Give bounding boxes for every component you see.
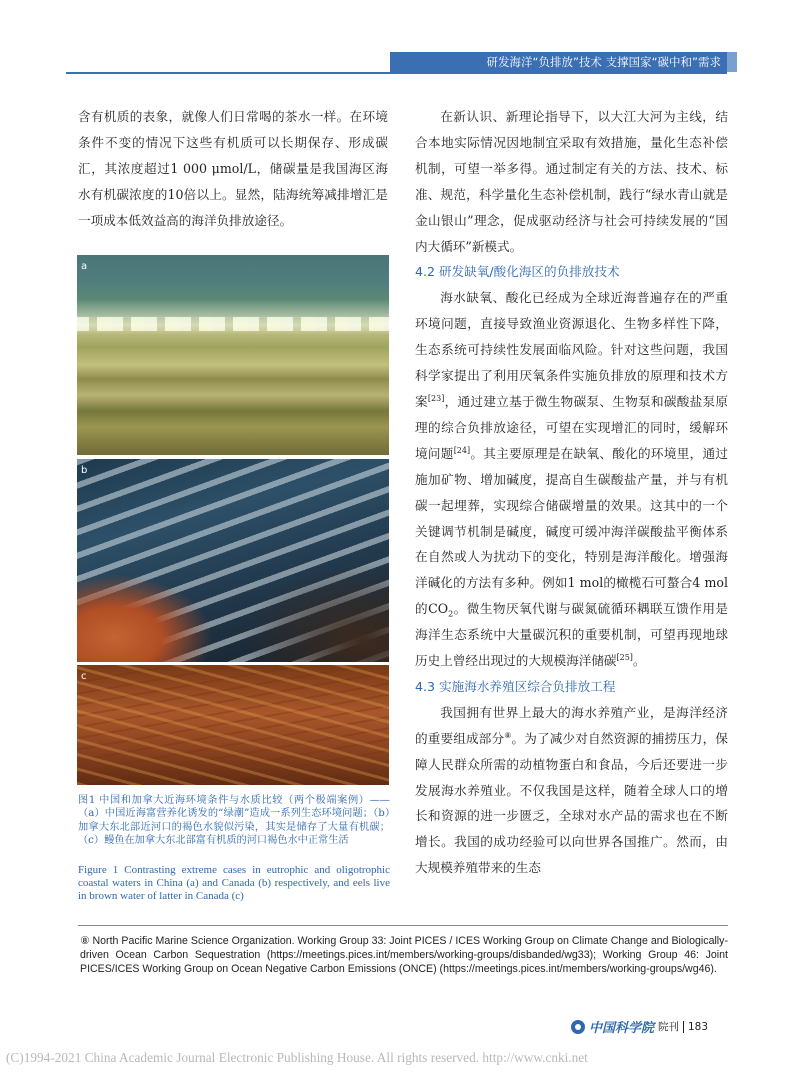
section-heading-4-3: 4.3 实施海水养殖区综合负排放工程 [415, 678, 616, 694]
header-rule [66, 72, 727, 74]
footnote-text: North Pacific Marine Science Organization. Working Group 33: Joint PICES / ICES Working Group on Climate Change and Biologically-driven Ocean Carbon Sequestration (https://meetings.pices.int/members/working-groups/disbanded/wg33); Working Group 46: Joint PICES/ICES Working Group on Ocean Negative Carbon Emissions (ONCE) (https://meetings.pices.int/members/working-groups/wg46). [80, 935, 728, 976]
figure-caption-english: Figure 1 Contrasting extreme cases in eutrophic and oligotrophic coastal waters in China (a) and Canada (b) respectively, and eels live in brown water of latter in Canada (c) [78, 864, 390, 903]
figure-panel-b-brown-water-photo [77, 459, 389, 662]
panel-label: b [81, 465, 88, 476]
citation-23: [23] [427, 393, 445, 403]
co2-subscript: 2 [448, 609, 454, 619]
header-tab-decoration [727, 52, 737, 72]
journal-footer [571, 1017, 708, 1036]
panel-label: a [81, 261, 88, 272]
figure-panel-a-green-tide-photo [77, 255, 389, 455]
journal-logo-text: 中国科学院 [588, 1021, 654, 1036]
page-number: 183 [687, 1020, 708, 1033]
journal-name: 院刊 [657, 1021, 679, 1033]
footnote-marker: ⑧ [80, 935, 90, 947]
footnote-marker: ⑧ [504, 730, 512, 740]
paragraph: 含有机质的表象，就像人们日常喝的茶水一样。在环境条件不变的情况下这些有机质可以长期保存、形成碳汇，其浓度超过1 000 μmol/L，储碳量是我国海区海水有机碳浓度的10倍以上。显然，陆海统筹减排增汇是一项成本低效益高的海洋负排放途径。 [78, 109, 388, 228]
left-column [78, 104, 388, 234]
footnote [80, 934, 728, 977]
panel-label: c [81, 671, 87, 682]
footnote-rule [78, 925, 728, 926]
running-header [390, 52, 727, 72]
running-title: 研发海洋“负排放”技术 支撑国家“碳中和”需求 [486, 55, 721, 69]
figure-caption-chinese: 图1 中国和加拿大近海环境条件与水质比较（两个极端案例）——（a）中国近海富营养化诱发的“绿潮”造成一系列生态环境问题；（b）加拿大东北部近河口的褐色水貌似污染，其实是储存了大量有机碳；（c）鳗鱼在加拿大东北部富有机质的河口褐色水中正常生活 [78, 795, 390, 847]
paragraph: 在新认识、新理论指导下，以大江大河为主线，结合本地实际情况因地制宜采取有效措施，量化生态补偿机制，可望一举多得。通过制定有关的方法、技术、标准、规范，科学量化生态补偿机制，践行“绿水青山就是金山银山”理念，促成驱动经济与社会可持续发展的“国内大循环”新模式。 [415, 109, 728, 254]
figure-panel-c-eels-photo [77, 665, 389, 785]
cas-logo-icon [571, 1020, 585, 1034]
right-column [415, 104, 728, 881]
section-heading-4-2: 4.2 研发缺氧/酸化海区的负排放技术 [415, 264, 620, 280]
citation-24: [24] [453, 445, 471, 455]
paragraph: 海水缺氧、酸化已经成为全球近海普遍存在的严重环境问题，直接导致渔业资源退化、生物多样性下降，生态系统可持续性发展面临风险。针对这些问题，我国科学家提出了利用厌氧条件实施负排放的原理和技术方案[23]，通过建立基于微生物碳泵、生物泵和碳酸盐泵原理的综合负排放途径，可望在实现增汇的同时，缓解环境问题[24]。其主要原理是在缺氧、酸化的环境里，通过施加矿物、增加碱度，提高自生碳酸盐产量，并与有机碳一起埋葬，实现综合储碳增量的效果。这其中的一个关键调节机制是碱度，碱度可缓冲海洋碳酸盐平衡体系在自然或人为扰动下的变化，特别是海洋酸化。增强海洋碱化的方法有多种。例如1 mol的橄榄石可螯合4 mol的$CO_2$。微生物厌氧代谢与碳氮硫循环耦联互馈作用是海洋生态系统中大量碳沉积的重要机制，可望再现地球历史上曾经出现过的大规模海洋储碳[25]。 [415, 290, 729, 669]
paragraph: 我国拥有世界上最大的海水养殖产业，是海洋经济的重要组成部分⑧。为了减少对自然资源的捕捞压力，保障人民群众所需的动植物蛋白和食品，今后还要进一步发展海水养殖业。不仅我国是这样，随着全球人口的增长和资源的进一步匮乏，全球对水产品的需求也在不断增长。我国的成功经验可以向世界各国推广。然而，由大规模养殖带来的生态 [415, 704, 729, 876]
page-separator [683, 1021, 684, 1033]
citation-25: [25] [616, 652, 633, 662]
copyright-notice: (C)1994-2021 China Academic Journal Electronic Publishing House. All rights reserved. http://www.cnki.net [6, 1050, 588, 1065]
